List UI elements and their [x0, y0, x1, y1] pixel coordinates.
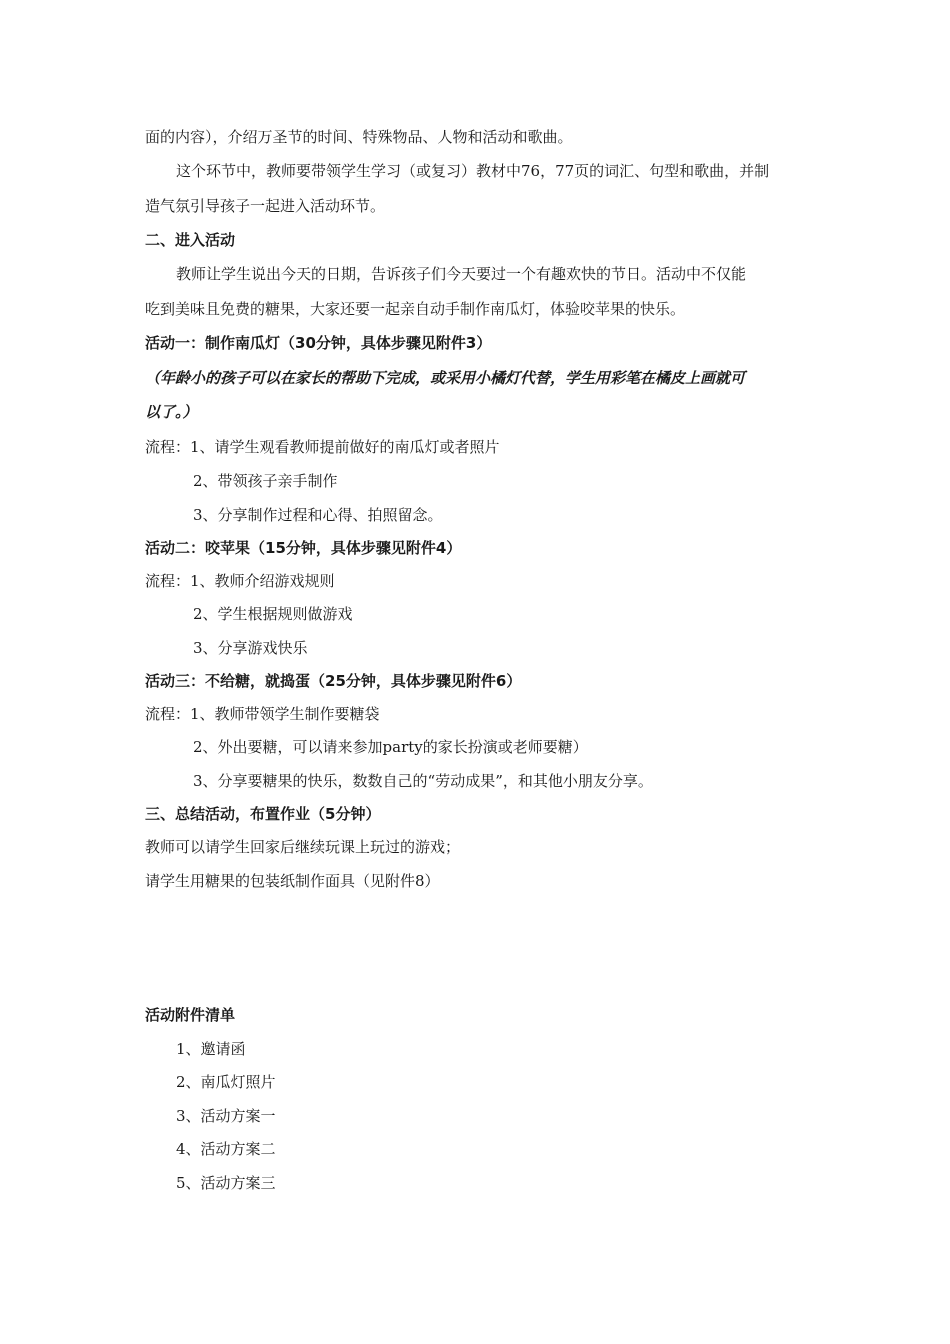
intro-continuation: 面的内容），介绍万圣节的时间、特殊物品、人物和活动和歌曲。 [145, 128, 573, 146]
intro-paragraph-line1: 这个环节中，教师要带领学生学习（或复习）教材中76，77页的词汇、句型和歌曲，并制 [176, 162, 770, 180]
activity1-title: 活动一：制作南瓜灯（30分钟，具体步骤见附件3） [145, 334, 492, 352]
activity3-step-2: 2、外出要糖，可以请来参加party的家长扮演或老师要糖） [193, 738, 588, 756]
attachments-heading: 活动附件清单 [145, 1006, 236, 1024]
section3-heading: 三、总结活动，布置作业（5分钟） [145, 805, 381, 823]
section2-paragraph-line2: 吃到美味且免费的糖果，大家还要一起亲自动手制作南瓜灯，体验咬苹果的快乐。 [145, 300, 686, 318]
section3-line-2: 请学生用糖果的包装纸制作面具（见附件8） [145, 872, 440, 890]
attachment-item-1: 1、邀请函 [176, 1040, 246, 1058]
activity1-step-2: 2、带领孩子亲手制作 [193, 472, 338, 490]
activity1-note-line2: 以了。） [145, 403, 198, 421]
attachment-item-4: 4、活动方案二 [176, 1140, 276, 1158]
activity1-note-line1: （年龄小的孩子可以在家长的帮助下完成，或采用小橘灯代替，学生用彩笔在橘皮上画就可 [145, 369, 746, 387]
activity3-step-1: 流程：1、教师带领学生制作要糖袋 [145, 705, 380, 723]
activity1-step-1: 流程：1、请学生观看教师提前做好的南瓜灯或者照片 [145, 438, 500, 456]
activity2-step-1: 流程：1、教师介绍游戏规则 [145, 572, 335, 590]
attachment-item-2: 2、南瓜灯照片 [176, 1073, 276, 1091]
activity2-step-3: 3、分享游戏快乐 [193, 639, 308, 657]
activity3-step-3: 3、分享要糖果的快乐，数数自己的“劳动成果”，和其他小朋友分享。 [193, 772, 653, 790]
section2-paragraph-line1: 教师让学生说出今天的日期，告诉孩子们今天要过一个有趣欢快的节日。活动中不仅能 [176, 265, 747, 283]
attachment-item-5: 5、活动方案三 [176, 1174, 276, 1192]
section3-line-1: 教师可以请学生回家后继续玩课上玩过的游戏； [145, 838, 461, 856]
intro-paragraph-line2: 造气氛引导孩子一起进入活动环节。 [145, 197, 386, 215]
activity2-title: 活动二：咬苹果（15分钟，具体步骤见附件4） [145, 539, 462, 557]
activity3-title: 活动三：不给糖，就捣蛋（25分钟，具体步骤见附件6） [145, 672, 522, 690]
activity2-step-2: 2、学生根据规则做游戏 [193, 605, 353, 623]
activity1-step-3: 3、分享制作过程和心得、拍照留念。 [193, 506, 443, 524]
section2-heading: 二、进入活动 [145, 231, 236, 249]
attachment-item-3: 3、活动方案一 [176, 1107, 276, 1125]
